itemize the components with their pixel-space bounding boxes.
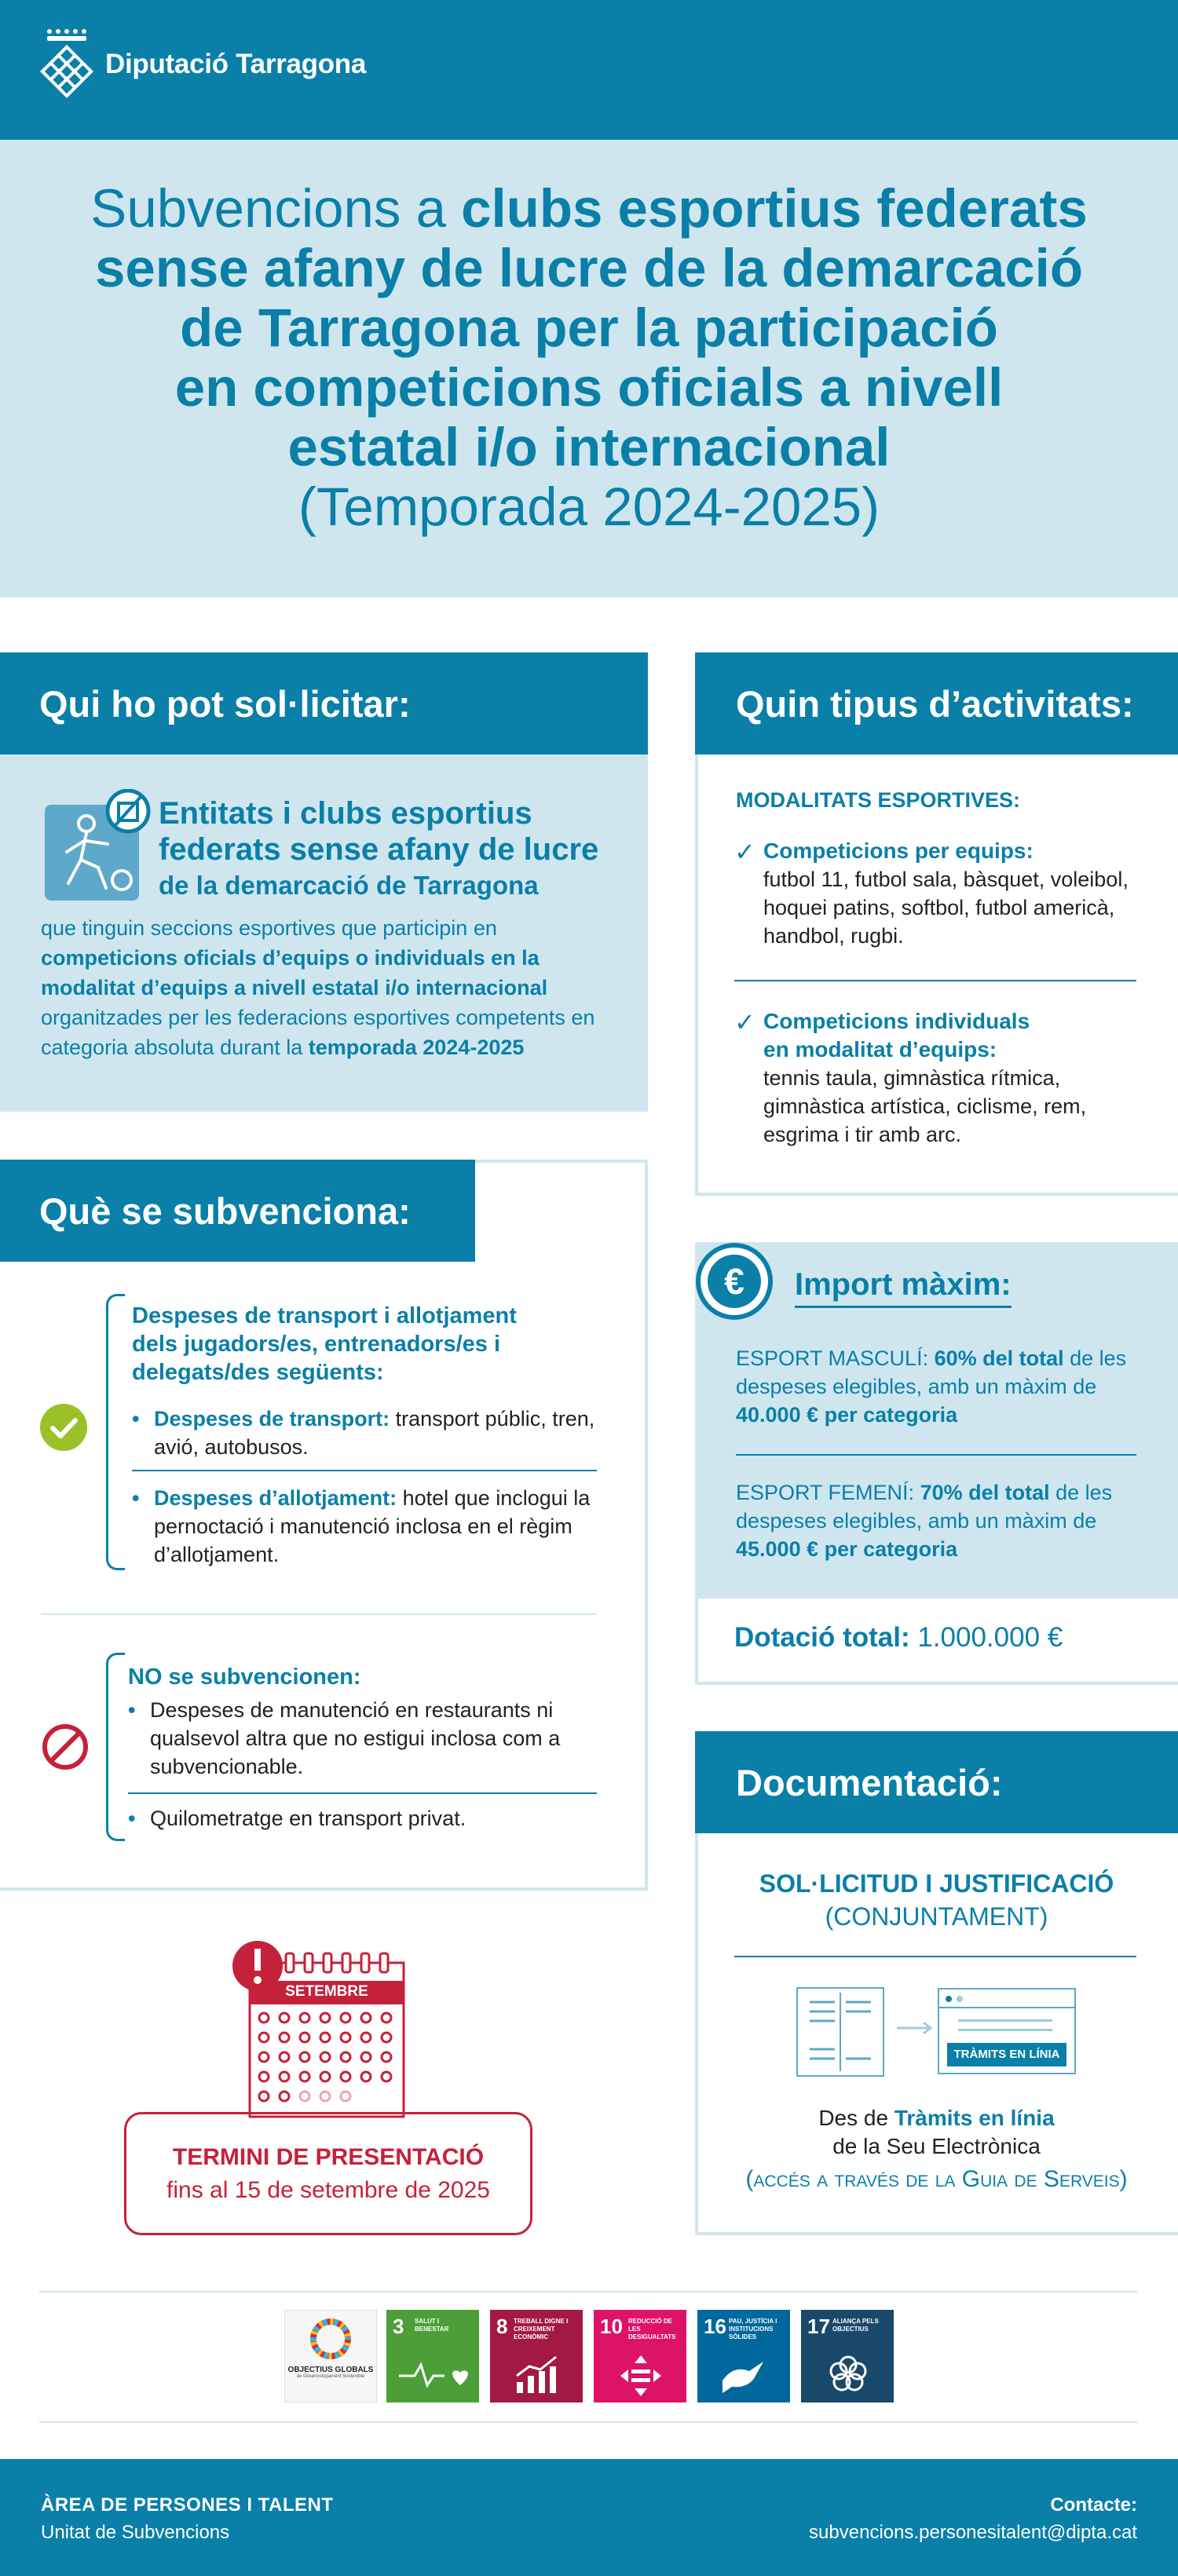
- covered-costs-title: Despeses de transport i allotjament dels jugadors/es, entrenadors/es i delegats/des següents:: [132, 1303, 517, 1385]
- deadline-box: TERMINI DE PRESENTACIÓ fins al 15 de setembre de 2025: [124, 2112, 532, 2235]
- svg-text:€: €: [724, 1261, 744, 1302]
- partnership-icon: [828, 2354, 869, 2395]
- qui-entities-heading: Entitats i clubs esportius federats sense afany de lucre de la demarcació de Tarragona: [159, 796, 599, 900]
- calendar-day-dot: [280, 2092, 289, 2101]
- footer-contact-label: Contacte:: [1050, 2494, 1137, 2516]
- bracket: [106, 1294, 125, 1570]
- calendar-day-dot: [341, 2052, 350, 2062]
- footer: [0, 2459, 1178, 2576]
- calendar-day-dot: [341, 2033, 350, 2042]
- calendar-day-dot: [341, 2092, 350, 2101]
- guia-serveis-link[interactable]: (accés a través de la Guia de Serveis): [745, 2166, 1128, 2192]
- doc-subtitle: SOL·LICITUD I JUSTIFICACIÓ (CONJUNTAMENT): [759, 1869, 1114, 1931]
- calendar-day-dot: [361, 2033, 371, 2042]
- calendar-day-dot: [320, 2033, 330, 2042]
- divider: [734, 1956, 1136, 1957]
- calendar-day-dot: [300, 2013, 309, 2022]
- divider: [734, 980, 1136, 981]
- growth-chart-icon: [514, 2355, 561, 2395]
- sdg-16-tile: 16 PAU, JUSTÍCIA I INSTITUCIONS SÒLIDES: [697, 2310, 790, 2402]
- individual-competitions: Competicions individuals en modalitat d’equips: tennis taula, gimnàstica rítmica, gimnàstica artística, ciclisme, rem, esgrima i tir amb arc.: [763, 1009, 1087, 1146]
- footer-area: ÀREA DE PERSONES I TALENT: [41, 2494, 334, 2516]
- check-icon: ✓: [734, 1008, 755, 1036]
- divider: [41, 1613, 597, 1615]
- football-player-icon: [43, 789, 152, 909]
- calendar-day-dot: [300, 2072, 309, 2081]
- calendar-month: SETEMBRE: [285, 1983, 368, 2000]
- calendar-day-dot: [320, 2013, 330, 2022]
- calendar-day-dot: [259, 2072, 269, 2081]
- calendar-day-dot: [382, 2033, 391, 2042]
- calendar-day-dot: [259, 2052, 269, 2062]
- divider: [39, 2291, 1137, 2293]
- divider: [132, 1470, 597, 1471]
- calendar-day-dot: [259, 2013, 269, 2022]
- sdg-logo: OBJECTIUS GLOBALS de Desenvolupament Sostenible: [284, 2310, 377, 2402]
- sdg-10-tile: 10 REDUCCIÓ DE LES DESIGUALTATS: [594, 2310, 686, 2402]
- calendar-day-dot: [259, 2092, 269, 2101]
- check-icon: ✓: [734, 838, 755, 866]
- heartbeat-icon: [397, 2359, 468, 2390]
- divider: [736, 1454, 1136, 1456]
- total-funding: Dotació total: 1.000.000 €: [734, 1622, 1063, 1653]
- calendar-day-dot: [382, 2072, 391, 2081]
- calendar-day-dot: [280, 2052, 289, 2062]
- doc-section-heading: Documentació:: [695, 1731, 1178, 1833]
- calendar-day-dot: [320, 2052, 330, 2062]
- not-covered-item: • Quilometratge en transport privat.: [128, 1807, 466, 1830]
- calendar-day-dot: [300, 2052, 309, 2062]
- sdg-17-tile: 17 ALIANÇA PELS OBJECTIUS: [801, 2310, 894, 2402]
- calendar-day-dot: [382, 2013, 391, 2022]
- calendar-day-dot: [361, 2052, 371, 2062]
- calendar-day-dot: [320, 2092, 330, 2101]
- org-logo[interactable]: [39, 27, 366, 101]
- euro-icon: [695, 1242, 774, 1325]
- checkmark-icon: [39, 1403, 88, 1456]
- team-competitions: Competicions per equips: futbol 11, futbol sala, bàsquet, voleibol, hoquei patins, softbol, futbol americà, handbol, rugbi.: [763, 839, 1129, 948]
- divider: [39, 2421, 1137, 2423]
- accommodation-costs-item: • Despeses d’allotjament: hotel que inclogui la pernoctació i manutenció inclosa en el règim d’allotjament.: [132, 1486, 591, 1566]
- tramits-link[interactable]: Tràmits en línia: [894, 2106, 1055, 2130]
- calendar-day-dot: [300, 2033, 309, 2042]
- female-sport-amount: ESPORT FEMENÍ: 70% del total de les despeses elegibles, amb un màxim de 45.000 € per categoria: [736, 1481, 1113, 1561]
- page-title: Subvencions a clubs esportius federats sense afany de lucre de la demarcació de Tarragona per la participació en competicions oficials a nivell estatal i/o internacional (Temporada 2024-2025): [90, 178, 1088, 537]
- diputacio-logo-icon: [39, 27, 94, 101]
- calendar-day-dot: [361, 2072, 371, 2081]
- que-section-heading: Què se subvenciona:: [0, 1160, 475, 1262]
- not-covered-item: • Despeses de manutenció en restaurants ni qualsevol altra que no estigui inclosa com a subvencionable.: [128, 1698, 561, 1778]
- arrow-right-icon: [895, 2020, 935, 2040]
- calendar-day-dot: [300, 2092, 309, 2101]
- calendar-day-dot: [280, 2072, 289, 2081]
- calendar-day-dot: [341, 2072, 350, 2081]
- document-icon: [796, 1986, 890, 2081]
- tramits-button[interactable]: TRÀMITS EN LÍNIA: [947, 2043, 1066, 2066]
- calendar-day-dot: [280, 2013, 289, 2022]
- doc-instructions: Des de Tràmits en línia de la Seu Electrònica (accés a través de la Guia de Serveis): [695, 2104, 1178, 2194]
- org-name: Diputació Tarragona: [105, 48, 367, 79]
- import-heading: Import màxim:: [795, 1267, 1012, 1308]
- modalitats-label: MODALITATS ESPORTIVES:: [736, 788, 1021, 812]
- online-procedures-window: [938, 1988, 1076, 2074]
- divider: [128, 1792, 597, 1794]
- calendar-day-dot: [280, 2033, 289, 2042]
- calendar-icon: [218, 1938, 407, 2124]
- dove-icon: [718, 2357, 770, 2396]
- male-sport-amount: ESPORT MASCULÍ: 60% del total de les despeses elegibles, amb un màxim de 40.000 € per categoria: [736, 1346, 1127, 1427]
- sdg-wheel-icon: [285, 2311, 376, 2366]
- bracket: [106, 1653, 125, 1841]
- equality-icon: [619, 2354, 663, 2398]
- calendar-day-dot: [341, 2013, 350, 2022]
- activitats-section-heading: Quin tipus d’activitats:: [695, 652, 1178, 755]
- calendar-day-dot: [382, 2052, 391, 2062]
- sdg-8-tile: 8 TREBALL DIGNE I CREIXEMENT ECONÒMIC: [490, 2310, 583, 2402]
- prohibited-icon: [41, 1723, 90, 1775]
- not-covered-title: NO se subvencionen:: [128, 1664, 361, 1690]
- contact-email-link[interactable]: subvencions.personesitalent@dipta.cat: [809, 2522, 1137, 2543]
- transport-costs-item: • Despeses de transport: transport públic, tren, avió, autobusos.: [132, 1407, 595, 1459]
- calendar-day-dot: [361, 2013, 371, 2022]
- calendar-day-dot: [320, 2072, 330, 2081]
- qui-description: que tinguin seccions esportives que participin en competicions oficials d’equips o individuals en la modalitat d’equips a nivell estatal i/o internacional organitzades per les federacions esportives competents en categoria absoluta durant la temporada 2024-2025: [41, 916, 595, 1059]
- sdg-3-tile: 3 SALUT I BENESTAR: [386, 2310, 479, 2402]
- footer-unit: Unitat de Subvencions: [41, 2522, 230, 2543]
- calendar-day-dot: [259, 2033, 269, 2042]
- qui-section-heading: Qui ho pot sol·licitar:: [0, 652, 648, 755]
